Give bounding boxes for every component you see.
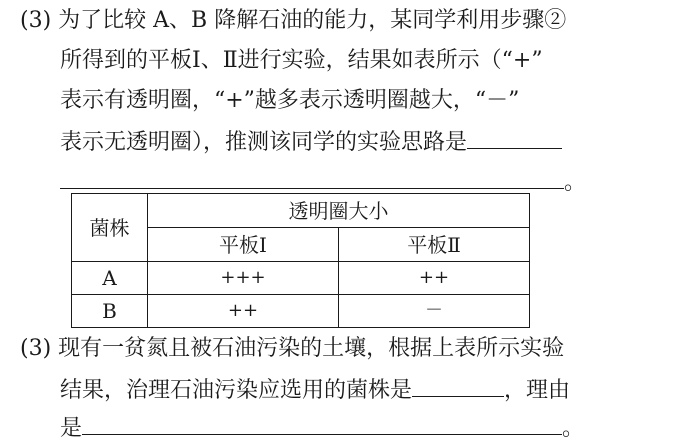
answer-blank-1a[interactable] xyxy=(467,126,562,149)
question-b-line-1: (3) 现有一贫氮且被石油污染的土壤，根据上表所示实验 xyxy=(20,336,565,361)
plate-2-cell: ++ xyxy=(339,262,530,295)
question-b-end-mark: 。 xyxy=(562,416,585,441)
results-table xyxy=(71,193,530,328)
question-a-end-mark: 。 xyxy=(564,170,587,195)
group-header: 透明圈大小 xyxy=(148,194,530,228)
answer-blank-2a[interactable] xyxy=(412,374,504,397)
question-b-line-2-text: 结果，治理石油污染应选用的菌株是 xyxy=(60,378,413,403)
plate-2-cell: － xyxy=(339,295,530,328)
answer-blank-1b[interactable] xyxy=(60,166,564,189)
strain-cell: B xyxy=(72,295,148,328)
plate-1-cell: ++ xyxy=(148,295,339,328)
question-a-line-3: 表示有透明圈，“+”越多表示透明圈越大，“－” xyxy=(60,88,520,113)
column-header-plate-1: 平板Ⅰ xyxy=(148,228,339,262)
question-a-line-1: (3) 为了比较 A、B 降解石油的能力，某同学利用步骤② xyxy=(20,8,567,33)
question-a-line-4 xyxy=(60,126,562,158)
column-header-plate-2: 平板Ⅱ xyxy=(339,228,530,262)
question-b-line-3 xyxy=(60,412,584,444)
question-a-line-4-text: 表示无透明圈），推测该同学的实验思路是 xyxy=(60,130,468,155)
table-row xyxy=(72,295,530,328)
question-b-line-2-tail: ，理由 xyxy=(504,378,571,403)
strain-header: 菌株 xyxy=(72,194,148,262)
table-header-row xyxy=(72,194,530,228)
table-row xyxy=(72,262,530,295)
question-b-line-2 xyxy=(60,374,570,406)
strain-cell: A xyxy=(72,262,148,295)
question-a-line-2: 所得到的平板Ⅰ、Ⅱ进行实验，结果如表所示（“+” xyxy=(60,48,543,73)
question-b-line-3-text: 是 xyxy=(60,416,83,441)
plate-1-cell: +++ xyxy=(148,262,339,295)
answer-blank-2b[interactable] xyxy=(82,412,562,435)
